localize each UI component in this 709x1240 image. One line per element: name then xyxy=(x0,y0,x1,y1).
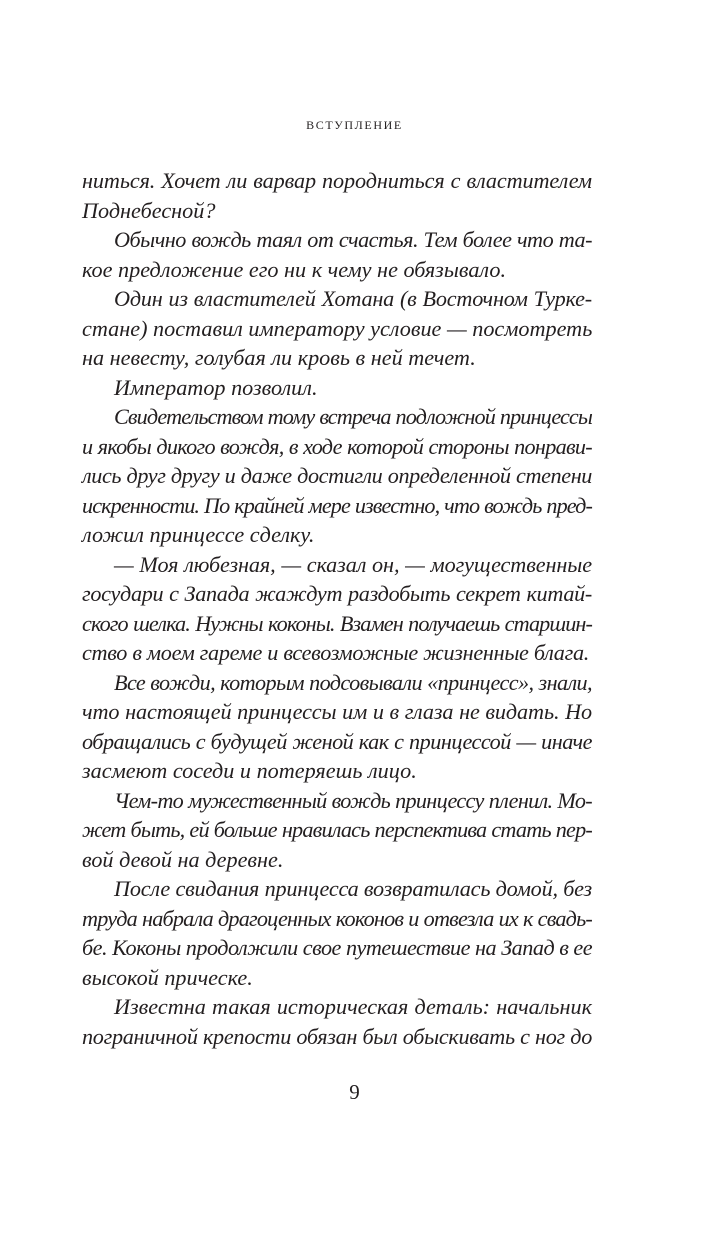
text-line: — Моя любезная, — сказал он, — могущественные xyxy=(114,551,592,577)
text-line: Известна такая историческая деталь: начальник xyxy=(114,994,592,1019)
text-line: Император позволил. xyxy=(114,374,318,400)
text-line: и якобы дикого вождя, в ходе которой стороны понрави- xyxy=(82,433,592,459)
text-line: кое предложение его ни к чему не обязывало. xyxy=(82,256,507,282)
page-number: 9 xyxy=(349,1080,360,1104)
text-line: Один из властителей Хотана (в Восточном Турке- xyxy=(114,286,592,311)
text-line: высокой прическе. xyxy=(82,964,253,990)
text-line: жет быть, ей больше нравилась перспектива стать пер- xyxy=(82,817,592,842)
text-line: что настоящей принцессы им и в глаза не видать. Но xyxy=(82,699,592,724)
text-line: бе. Коконы продолжили свое путешествие на Запад в ее xyxy=(82,935,593,960)
text-line: ство в моем гареме и всевозможные жизненные блага. xyxy=(82,640,589,665)
text-line: ского шелка. Нужны коконы. Взамен получаешь старшин- xyxy=(82,610,592,636)
text-line: искренности. По крайней мере известно, что вождь пред- xyxy=(82,492,592,518)
text-line: на невесту, голубая ли кровь в ней течет. xyxy=(82,345,476,370)
text-line: Обычно вождь таял от счастья. Тем более что та- xyxy=(114,227,592,252)
text-line: вой девой на деревне. xyxy=(82,846,284,872)
text-line: пограничной крепости обязан был обыскивать с ног до xyxy=(82,1023,592,1049)
text-line: ложил принцессе сделку. xyxy=(82,522,315,547)
text-line: труда набрала драгоценных коконов и отвезла их к свадь- xyxy=(82,905,592,931)
text-line: Все вожди, которым подсовывали «принцесс», знали, xyxy=(114,669,592,695)
text-line: лись друг другу и даже достигли определенной степени xyxy=(82,463,592,488)
text-line: После свидания принцесса возвратилась домой, без xyxy=(114,876,592,901)
text-line: Чем-то мужественный вождь принцессу пленил. Мо- xyxy=(114,787,592,813)
text-line: обращались с будущей женой как с принцессой — иначе xyxy=(82,728,592,754)
text-line: ниться. Хочет ли варвар породниться с властителем xyxy=(82,168,592,193)
text-line: засмеют соседи и потеряешь лицо. xyxy=(82,758,417,783)
text-line: Поднебесной? xyxy=(82,197,216,223)
body-text xyxy=(82,166,592,1051)
text-line: государи с Запада жаждут раздобыть секрет китай- xyxy=(82,581,592,606)
running-head: вступление xyxy=(306,114,403,133)
text-line: Свидетельством тому встреча подложной принцессы xyxy=(114,404,592,429)
text-line: стане) поставил императору условие — посмотреть xyxy=(82,315,593,341)
